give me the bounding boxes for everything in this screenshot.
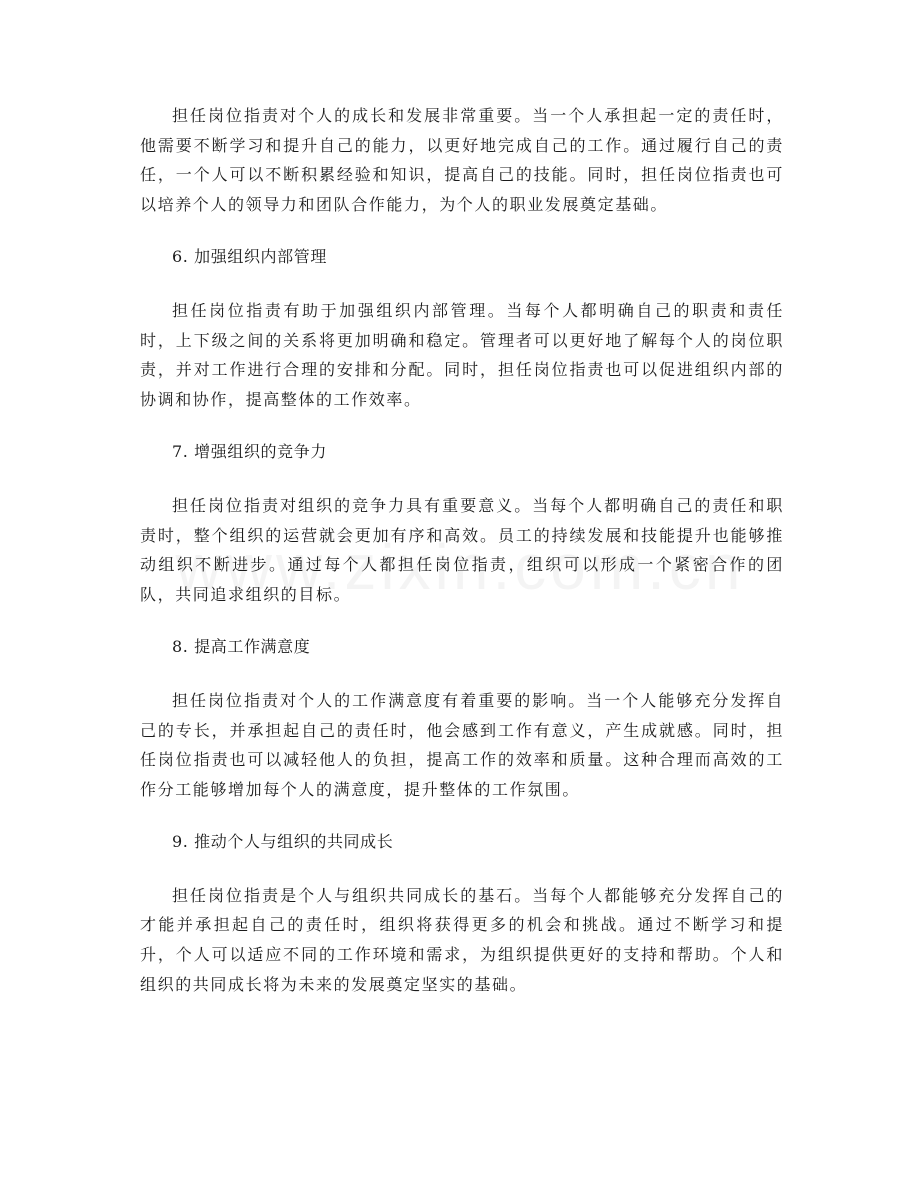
section-heading-9: 9. 推动个人与组织的共同成长 xyxy=(172,832,394,852)
paragraph-intro: 担任岗位指责对个人的成长和发展非常重要。当一个人承担起一定的责任时，他需要不断学习和提升自己的能力，以更好地完成自己的工作。通过履行自己的责任，一个人可以不断积累经验和知识，提高自己的技能。同时，担任岗位指责也可以培养个人的领导力和团队合作能力，为个人的职业发展奠定基础。 xyxy=(140,106,784,214)
section-heading-7: 7. 增强组织的竞争力 xyxy=(172,442,327,462)
document-body xyxy=(140,101,784,999)
paragraph-section-7: 担任岗位指责对组织的竞争力具有重要意义。当每个人都明确自己的责任和职责时，整个组织的运营就会更加有序和高效。员工的持续发展和技能提升也能够推动组织不断进步。通过每个人都担任岗位指责，组织可以形成一个紧密合作的团队，共同追求组织的目标。 xyxy=(140,495,784,604)
section-heading-8: 8. 提高工作满意度 xyxy=(172,637,311,657)
paragraph-section-6: 担任岗位指责有助于加强组织内部管理。当每个人都明确自己的职责和责任时，上下级之间的关系将更加明确和稳定。管理者可以更好地了解每个人的岗位职责，并对工作进行合理的安排和分配。同时，担任岗位指责也可以促进组织内部的协调和协作，提高整体的工作效率。 xyxy=(140,300,784,409)
paragraph-section-8: 担任岗位指责对个人的工作满意度有着重要的影响。当一个人能够充分发挥自己的专长，并承担起自己的责任时，他会感到工作有意义，产生成就感。同时，担任岗位指责也可以减轻他人的负担，提高工作的效率和质量。这种合理而高效的工作分工能够增加每个人的满意度，提升整体的工作氛围。 xyxy=(140,690,784,799)
section-heading-6: 6. 加强组织内部管理 xyxy=(172,247,327,267)
paragraph-section-9: 担任岗位指责是个人与组织共同成长的基石。当每个人都能够充分发挥自己的才能并承担起自己的责任时，组织将获得更多的机会和挑战。通过不断学习和提升，个人可以适应不同的工作环境和需求，为组织提供更好的支持和帮助。个人和组织的共同成长将为未来的发展奠定坚实的基础。 xyxy=(140,885,784,994)
